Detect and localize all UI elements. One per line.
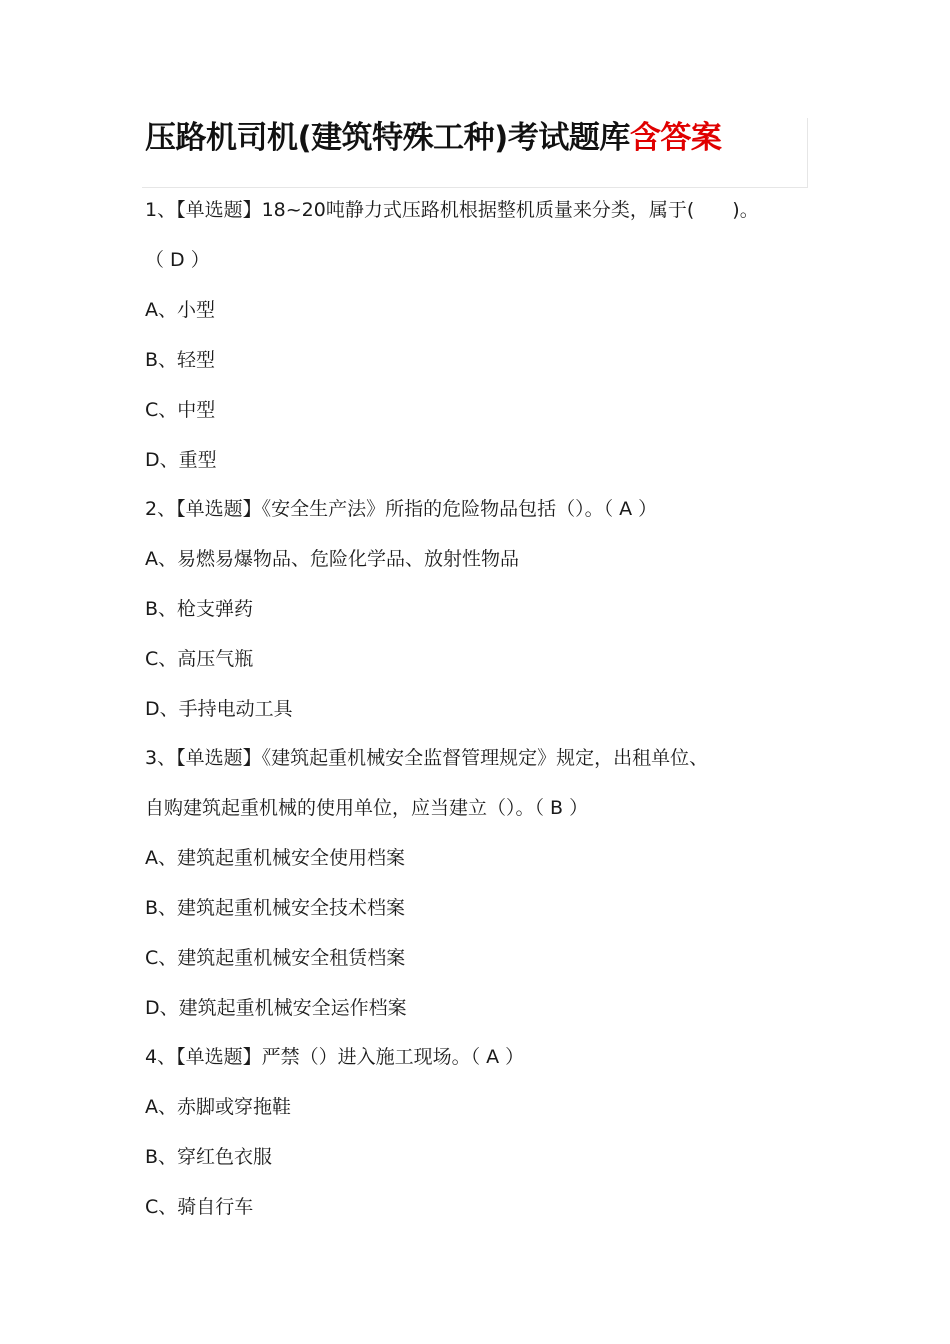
question-4-stem: 4、【单选题】严禁（）进入施工现场。（ A ） <box>145 1046 525 1068</box>
question-3-stem-cont: 自购建筑起重机械的使用单位，应当建立（）。（ B ） <box>145 797 589 819</box>
question-1-option-d: D、重型 <box>145 449 217 471</box>
question-2-stem: 2、【单选题】《安全生产法》所指的危险物品包括（）。（ A ） <box>145 498 658 520</box>
question-2-option-c: C、高压气瓶 <box>145 648 254 670</box>
question-1-option-a: A、小型 <box>145 299 215 321</box>
question-1-option-c: C、中型 <box>145 399 216 421</box>
question-2-option-b: B、枪支弹药 <box>145 598 254 620</box>
question-2-option-d: D、手持电动工具 <box>145 698 293 720</box>
document-title <box>145 112 721 157</box>
question-4-option-b: B、穿红色衣服 <box>145 1146 273 1168</box>
question-1-stem: 1、【单选题】18~20吨静力式压路机根据整机质量来分类，属于( )。 <box>145 199 759 221</box>
question-4-option-a: A、赤脚或穿拖鞋 <box>145 1096 291 1118</box>
question-3-stem: 3、【单选题】《建筑起重机械安全监督管理规定》规定，出租单位、 <box>145 747 709 769</box>
question-3-option-a: A、建筑起重机械安全使用档案 <box>145 847 405 869</box>
question-3-option-d: D、建筑起重机械安全运作档案 <box>145 997 407 1019</box>
title-highlight: 含答案 <box>629 120 722 156</box>
question-1-option-b: B、轻型 <box>145 349 216 371</box>
title-main: 压路机司机(建筑特殊工种)考试题库 <box>145 120 630 156</box>
question-3-option-c: C、建筑起重机械安全租赁档案 <box>145 947 406 969</box>
question-1-answer: （ D ） <box>145 249 210 271</box>
question-4-option-c: C、骑自行车 <box>145 1196 254 1218</box>
question-2-option-a: A、易燃易爆物品、危险化学品、放射性物品 <box>145 548 519 570</box>
question-3-option-b: B、建筑起重机械安全技术档案 <box>145 897 406 919</box>
